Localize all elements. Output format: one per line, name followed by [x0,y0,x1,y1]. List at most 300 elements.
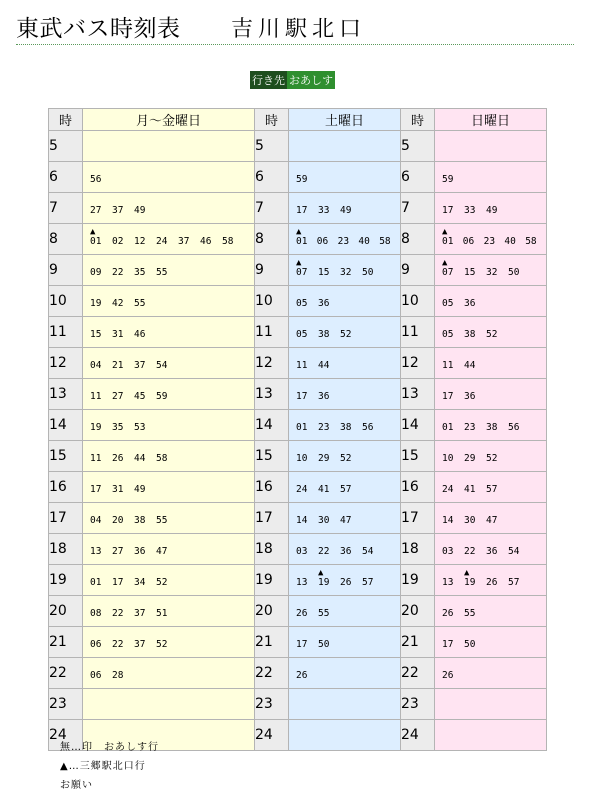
sunday-minutes-cell [435,348,547,379]
saturday-minutes-cell [289,472,401,503]
minute-text: 44 [318,360,330,371]
minute-text: 47 [340,515,352,526]
hour-cell: 24 [49,720,83,751]
departure-minute [178,227,200,247]
departure-minute [464,568,486,588]
departure-minute [340,413,362,433]
departure-minute [134,196,156,216]
triangle-marker-icon: ▲ [442,227,448,237]
minute-text: 12 [134,236,146,247]
hour-cell: 16 [49,472,83,503]
minute-text: 05 [442,298,454,309]
minute-text: 50 [362,267,374,278]
timetable-row [49,131,547,162]
minute-text: 56 [508,422,520,433]
weekday-minutes-cell [83,286,255,317]
hour-cell: 9 [401,255,435,286]
minute-text: 52 [156,639,168,650]
minute-text: 01 [90,236,102,247]
timetable-row [49,317,547,348]
minute-text: 07 [442,267,454,278]
departure-minute [112,475,134,495]
minute-text: 36 [134,546,146,557]
timetable-row [49,503,547,534]
departure-minute [464,630,486,650]
departure-minute [486,475,508,495]
departure-minute [486,444,508,464]
hour-cell: 21 [49,627,83,658]
hour-cell: 24 [255,720,289,751]
minute-text: 26 [296,670,308,681]
minute-text: 47 [486,515,498,526]
minute-text: 14 [442,515,454,526]
saturday-minutes-cell [289,658,401,689]
minute-text: 28 [112,670,124,681]
hour-cell: 22 [255,658,289,689]
minute-text: 30 [318,515,330,526]
minute-text: 57 [508,577,520,588]
departure-minute [486,196,508,216]
minute-text: 11 [442,360,454,371]
departure-minute [340,444,362,464]
minute-text: 44 [134,453,146,464]
departure-minute [318,630,340,650]
departure-minute [318,382,340,402]
departure-minute [156,506,178,526]
minute-text: 22 [464,546,476,557]
departure-minute [464,444,486,464]
hour-cell: 13 [255,379,289,410]
minute-text: 32 [486,267,498,278]
saturday-minutes-cell [289,565,401,596]
departure-minute [296,227,317,247]
hour-cell: 15 [401,441,435,472]
minute-text: 37 [178,236,190,247]
sunday-header: 日曜日 [435,109,547,131]
departure-minute [318,289,340,309]
minute-text: 13 [442,577,454,588]
departure-minute [442,661,464,681]
departure-minute [340,196,362,216]
timetable-row [49,410,547,441]
saturday-minutes-cell [289,255,401,286]
minute-text: 54 [362,546,374,557]
triangle-marker-icon: ▲ [442,258,448,268]
departure-minute [112,382,134,402]
hour-cell: 10 [255,286,289,317]
departure-minute [90,599,112,619]
departure-minute [90,475,112,495]
saturday-minutes-cell [289,162,401,193]
hour-cell: 15 [255,441,289,472]
weekday-minutes-cell [83,565,255,596]
timetable-row [49,379,547,410]
timetable-row [49,255,547,286]
timetable-row [49,534,547,565]
hour-cell: 5 [401,131,435,162]
minute-text: 52 [486,329,498,340]
minute-text: 01 [90,577,102,588]
saturday-minutes-cell [289,410,401,441]
minute-text: 22 [112,639,124,650]
hour-cell: 23 [401,689,435,720]
departure-minute [112,320,134,340]
minute-text: 36 [318,391,330,402]
minute-text: 36 [486,546,498,557]
departure-minute [134,599,156,619]
minute-text: 17 [442,391,454,402]
departure-minute [296,196,318,216]
departure-minute [134,382,156,402]
weekday-minutes-cell [83,162,255,193]
minute-text: 58 [222,236,234,247]
minute-text: 15 [318,267,330,278]
minute-text: 41 [318,484,330,495]
hour-cell: 8 [401,224,435,255]
minute-text: 06 [90,670,102,681]
minute-text: 46 [200,236,212,247]
minute-text: 05 [296,298,308,309]
departure-minute [442,382,464,402]
minute-text: 03 [442,546,454,557]
hour-cell: 19 [49,565,83,596]
departure-minute [464,537,486,557]
minute-text: 27 [90,205,102,216]
departure-minute [318,351,340,371]
weekday-minutes-cell [83,596,255,627]
departure-minute [90,165,112,185]
sunday-minutes-cell [435,317,547,348]
minute-text: 06 [462,236,475,247]
note-misato: ▲…三郷駅北口行 [60,761,146,772]
minute-text: 09 [90,267,102,278]
minute-text: 26 [340,577,352,588]
timetable-header-row [49,109,547,131]
minute-text: 01 [442,422,454,433]
departure-minute [464,289,486,309]
minute-text: 37 [134,608,146,619]
hour-cell: 20 [255,596,289,627]
timetable-row [49,658,547,689]
minute-text: 45 [134,391,146,402]
minute-text: 04 [90,360,102,371]
minute-text: 23 [464,422,476,433]
minute-text: 50 [318,639,330,650]
sunday-minutes-cell [435,627,547,658]
departure-minute [318,568,340,588]
departure-minute [442,227,463,247]
minute-text: 36 [464,391,476,402]
minute-text: 30 [464,515,476,526]
saturday-minutes-cell [289,689,401,720]
minute-text: 19 [90,422,102,433]
departure-minute [340,320,362,340]
departure-minute [318,506,340,526]
hour-header: 時 [401,109,435,131]
departure-minute [90,661,112,681]
weekday-minutes-cell [83,658,255,689]
departure-minute [464,196,486,216]
minute-text: 35 [112,422,124,433]
departure-minute [296,258,318,278]
saturday-minutes-cell [289,286,401,317]
departure-minute [90,506,112,526]
hour-cell: 18 [255,534,289,565]
departure-minute [112,258,134,278]
departure-minute [442,413,464,433]
minute-text: 20 [112,515,124,526]
minute-text: 23 [337,236,350,247]
departure-minute [484,227,505,247]
departure-minute [90,196,112,216]
minute-text: 51 [156,608,168,619]
minute-text: 17 [442,205,454,216]
minute-text: 37 [134,360,146,371]
minute-text: 10 [442,453,454,464]
departure-minute [90,537,112,557]
departure-minute [464,382,486,402]
departure-minute [112,444,134,464]
weekday-minutes-cell [83,131,255,162]
triangle-marker-icon: ▲ [90,227,96,237]
minute-text: 55 [156,515,168,526]
minute-text: 26 [442,670,454,681]
minute-text: 58 [379,236,391,247]
departure-minute [486,320,508,340]
departure-minute [296,444,318,464]
departure-minute [486,506,508,526]
minute-text: 31 [112,329,124,340]
minute-text: 15 [90,329,102,340]
minute-text: 44 [464,360,476,371]
minute-text: 17 [90,484,102,495]
departure-minute [134,444,156,464]
minute-text: 55 [318,608,330,619]
sunday-minutes-cell [435,224,547,255]
minute-text: 55 [464,608,476,619]
minute-text: 17 [296,205,308,216]
departure-minute [318,413,340,433]
hour-cell: 11 [401,317,435,348]
sunday-minutes-cell [435,472,547,503]
departure-minute [134,506,156,526]
minute-text: 10 [296,453,308,464]
saturday-header: 土曜日 [289,109,401,131]
minute-text: 24 [156,236,168,247]
departure-minute [90,289,112,309]
minute-text: 24 [296,484,308,495]
departure-minute [296,382,318,402]
departure-minute [525,227,546,247]
hour-cell: 11 [255,317,289,348]
hour-cell: 19 [401,565,435,596]
minute-text: 49 [134,484,146,495]
departure-minute [318,444,340,464]
hour-header: 時 [49,109,83,131]
departure-minute [442,320,464,340]
departure-minute [508,258,530,278]
hour-cell: 21 [255,627,289,658]
hour-cell: 10 [49,286,83,317]
departure-minute [112,413,134,433]
departure-minute [156,444,178,464]
departure-minute [318,599,340,619]
hour-cell: 6 [255,162,289,193]
departure-minute [134,413,156,433]
timetable-row [49,472,547,503]
departure-minute [508,568,530,588]
minute-text: 41 [464,484,476,495]
departure-minute [134,568,156,588]
sunday-minutes-cell [435,286,547,317]
sunday-minutes-cell [435,255,547,286]
departure-minute [442,630,464,650]
departure-minute [296,661,318,681]
hour-cell: 14 [49,410,83,441]
minute-text: 49 [486,205,498,216]
minute-text: 31 [112,484,124,495]
weekday-minutes-cell [83,472,255,503]
departure-minute [200,227,222,247]
departure-minute [156,537,178,557]
minute-text: 57 [486,484,498,495]
hour-cell: 9 [255,255,289,286]
minute-text: 54 [156,360,168,371]
departure-minute [112,537,134,557]
header-divider [16,44,574,45]
minute-text: 56 [362,422,374,433]
minute-text: 17 [296,391,308,402]
minute-text: 33 [318,205,330,216]
timetable-row [49,627,547,658]
minute-text: 57 [340,484,352,495]
hour-cell: 5 [255,131,289,162]
departure-minute [90,258,112,278]
departure-minute [508,413,530,433]
departure-minute [90,568,112,588]
hour-cell: 20 [49,596,83,627]
departure-minute [379,227,400,247]
saturday-minutes-cell [289,627,401,658]
departure-minute [156,351,178,371]
departure-minute [486,537,508,557]
weekday-minutes-cell [83,224,255,255]
minute-text: 38 [134,515,146,526]
departure-minute [296,568,318,588]
minute-text: 56 [90,174,102,185]
departure-minute [464,475,486,495]
departure-minute [442,599,464,619]
departure-minute [156,630,178,650]
weekday-minutes-cell [83,379,255,410]
departure-minute [112,630,134,650]
minute-text: 17 [112,577,124,588]
departure-minute [508,537,530,557]
departure-minute [340,537,362,557]
departure-minute [112,568,134,588]
hour-cell: 16 [401,472,435,503]
minute-text: 19 [318,577,330,588]
hour-cell: 8 [255,224,289,255]
triangle-marker-icon: ▲ [296,258,302,268]
minute-text: 38 [486,422,498,433]
minute-text: 03 [296,546,308,557]
hour-cell: 17 [255,503,289,534]
departure-minute [112,599,134,619]
departure-minute [504,227,525,247]
minute-text: 22 [112,608,124,619]
minute-text: 21 [112,360,124,371]
departure-minute [296,506,318,526]
weekday-minutes-cell [83,689,255,720]
departure-minute [464,599,486,619]
hour-cell: 9 [49,255,83,286]
hour-cell: 11 [49,317,83,348]
departure-minute [318,537,340,557]
departure-minute [464,258,486,278]
weekday-minutes-cell [83,410,255,441]
weekday-minutes-cell [83,534,255,565]
departure-minute [340,506,362,526]
departure-minute [112,227,134,247]
minute-text: 22 [112,267,124,278]
timetable-row [49,565,547,596]
timetable-body [49,131,547,751]
departure-minute [442,165,464,185]
minute-text: 17 [442,639,454,650]
minute-text: 29 [464,453,476,464]
weekday-header: 月～金曜日 [83,109,255,131]
departure-minute [340,258,362,278]
departure-minute [156,568,178,588]
departure-minute [134,258,156,278]
minute-text: 50 [508,267,520,278]
departure-minute [134,537,156,557]
departure-minute [442,258,464,278]
minute-text: 15 [464,267,476,278]
departure-minute [296,630,318,650]
minute-text: 14 [296,515,308,526]
minute-text: 23 [483,236,496,247]
departure-minute [463,227,484,247]
departure-minute [486,258,508,278]
hour-cell: 17 [401,503,435,534]
minute-text: 07 [296,267,308,278]
minute-text: 55 [134,298,146,309]
hour-cell: 8 [49,224,83,255]
sunday-minutes-cell [435,410,547,441]
minute-text: 08 [90,608,102,619]
departure-minute [112,506,134,526]
departure-minute [134,475,156,495]
minute-text: 36 [318,298,330,309]
minute-text: 40 [504,236,516,247]
hour-cell: 6 [401,162,435,193]
minute-text: 58 [156,453,168,464]
minute-text: 38 [340,422,352,433]
departure-minute [442,506,464,526]
hour-cell: 12 [401,348,435,379]
hour-cell: 15 [49,441,83,472]
departure-minute [90,227,112,247]
sunday-minutes-cell [435,689,547,720]
departure-minute [464,413,486,433]
minute-text: 53 [134,422,146,433]
destination-value: おあしす [287,71,335,89]
hour-cell: 16 [255,472,289,503]
departure-minute [442,444,464,464]
saturday-minutes-cell [289,596,401,627]
